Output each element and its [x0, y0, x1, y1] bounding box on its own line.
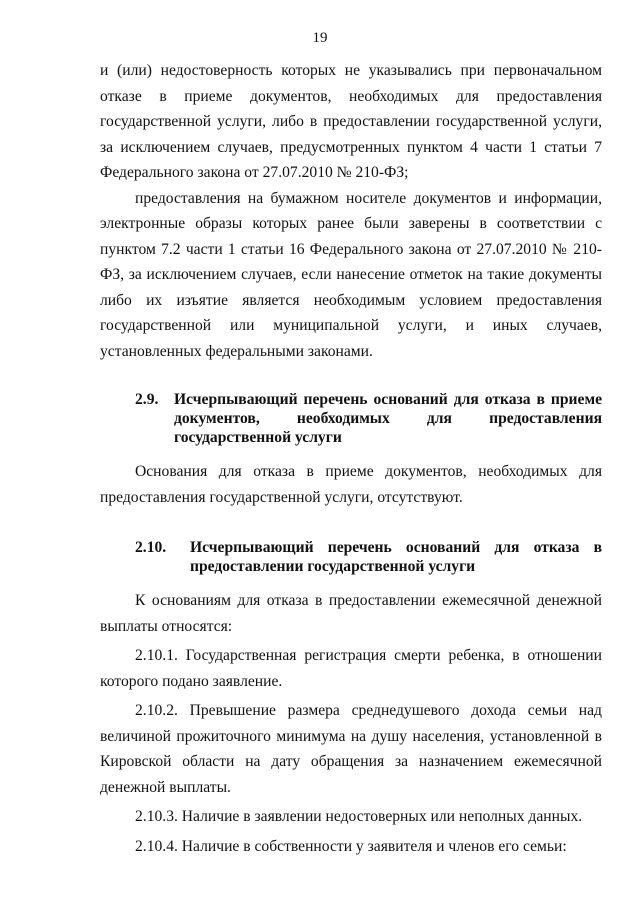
list-item-2-10-2: 2.10.2. Превышение размера среднедушевого дохода семьи над величиной прожиточного минимума на душу населения, установленной в Кировской области на дату обращения за назначением ежемесячной денежной выплаты.: [100, 702, 602, 796]
section-title: Исчерпывающий перечень оснований для отказа в приеме документов, необходимых для предоставления государственной услуги: [174, 391, 602, 446]
section-number: 2.10.: [135, 539, 167, 556]
section-title: Исчерпывающий перечень оснований для отказа в предоставлении государственной услуги: [190, 539, 602, 575]
list-item-2-10-4: 2.10.4. Наличие в собственности у заявителя и членов его семьи:: [135, 837, 567, 855]
section-heading-2-10: [100, 538, 602, 576]
page-number: 19: [312, 30, 328, 46]
section-2-9-body: Основания для отказа в приеме документов, необходимых для предоставления государственной услуги, отсутствуют.: [100, 463, 602, 506]
section-2-10-intro: К основаниям для отказа в предоставлении ежемесячной денежной выплаты относятся:: [100, 592, 602, 635]
list-item-2-10-1: 2.10.1. Государственная регистрация смерти ребенка, в отношении которого подано заявление.: [100, 647, 602, 690]
section-heading-2-9: [100, 390, 602, 447]
section-number: 2.9.: [135, 391, 159, 408]
paragraph-continuation: и (или) недостоверность которых не указывались при первоначальном отказе в приеме документов, необходимых для предоставления государственной услуги, либо в предоставлении государственной услуги, за исключением случаев, предусмотренных пунктом 4 части 1 статьи 7 Федерального закона от 27.07.2010 № 210-ФЗ;: [100, 62, 602, 181]
paragraph-paper-documents: предоставления на бумажном носителе документов и информации, электронные образы которых ранее были заверены в соответствии с пунктом 7.2 части 1 статьи 16 Федерального закона от 27.07.2010 № 210-ФЗ, за исключением случаев, если нанесение отметок на такие документы либо их изъятие является необходимым условием предоставления государственной или муниципальной услуги, и иных случаев, установленных федеральными законами.: [100, 189, 602, 360]
list-item-2-10-3: 2.10.3. Наличие в заявлении недостоверных или неполных данных.: [135, 808, 583, 825]
document-body: [100, 58, 602, 859]
